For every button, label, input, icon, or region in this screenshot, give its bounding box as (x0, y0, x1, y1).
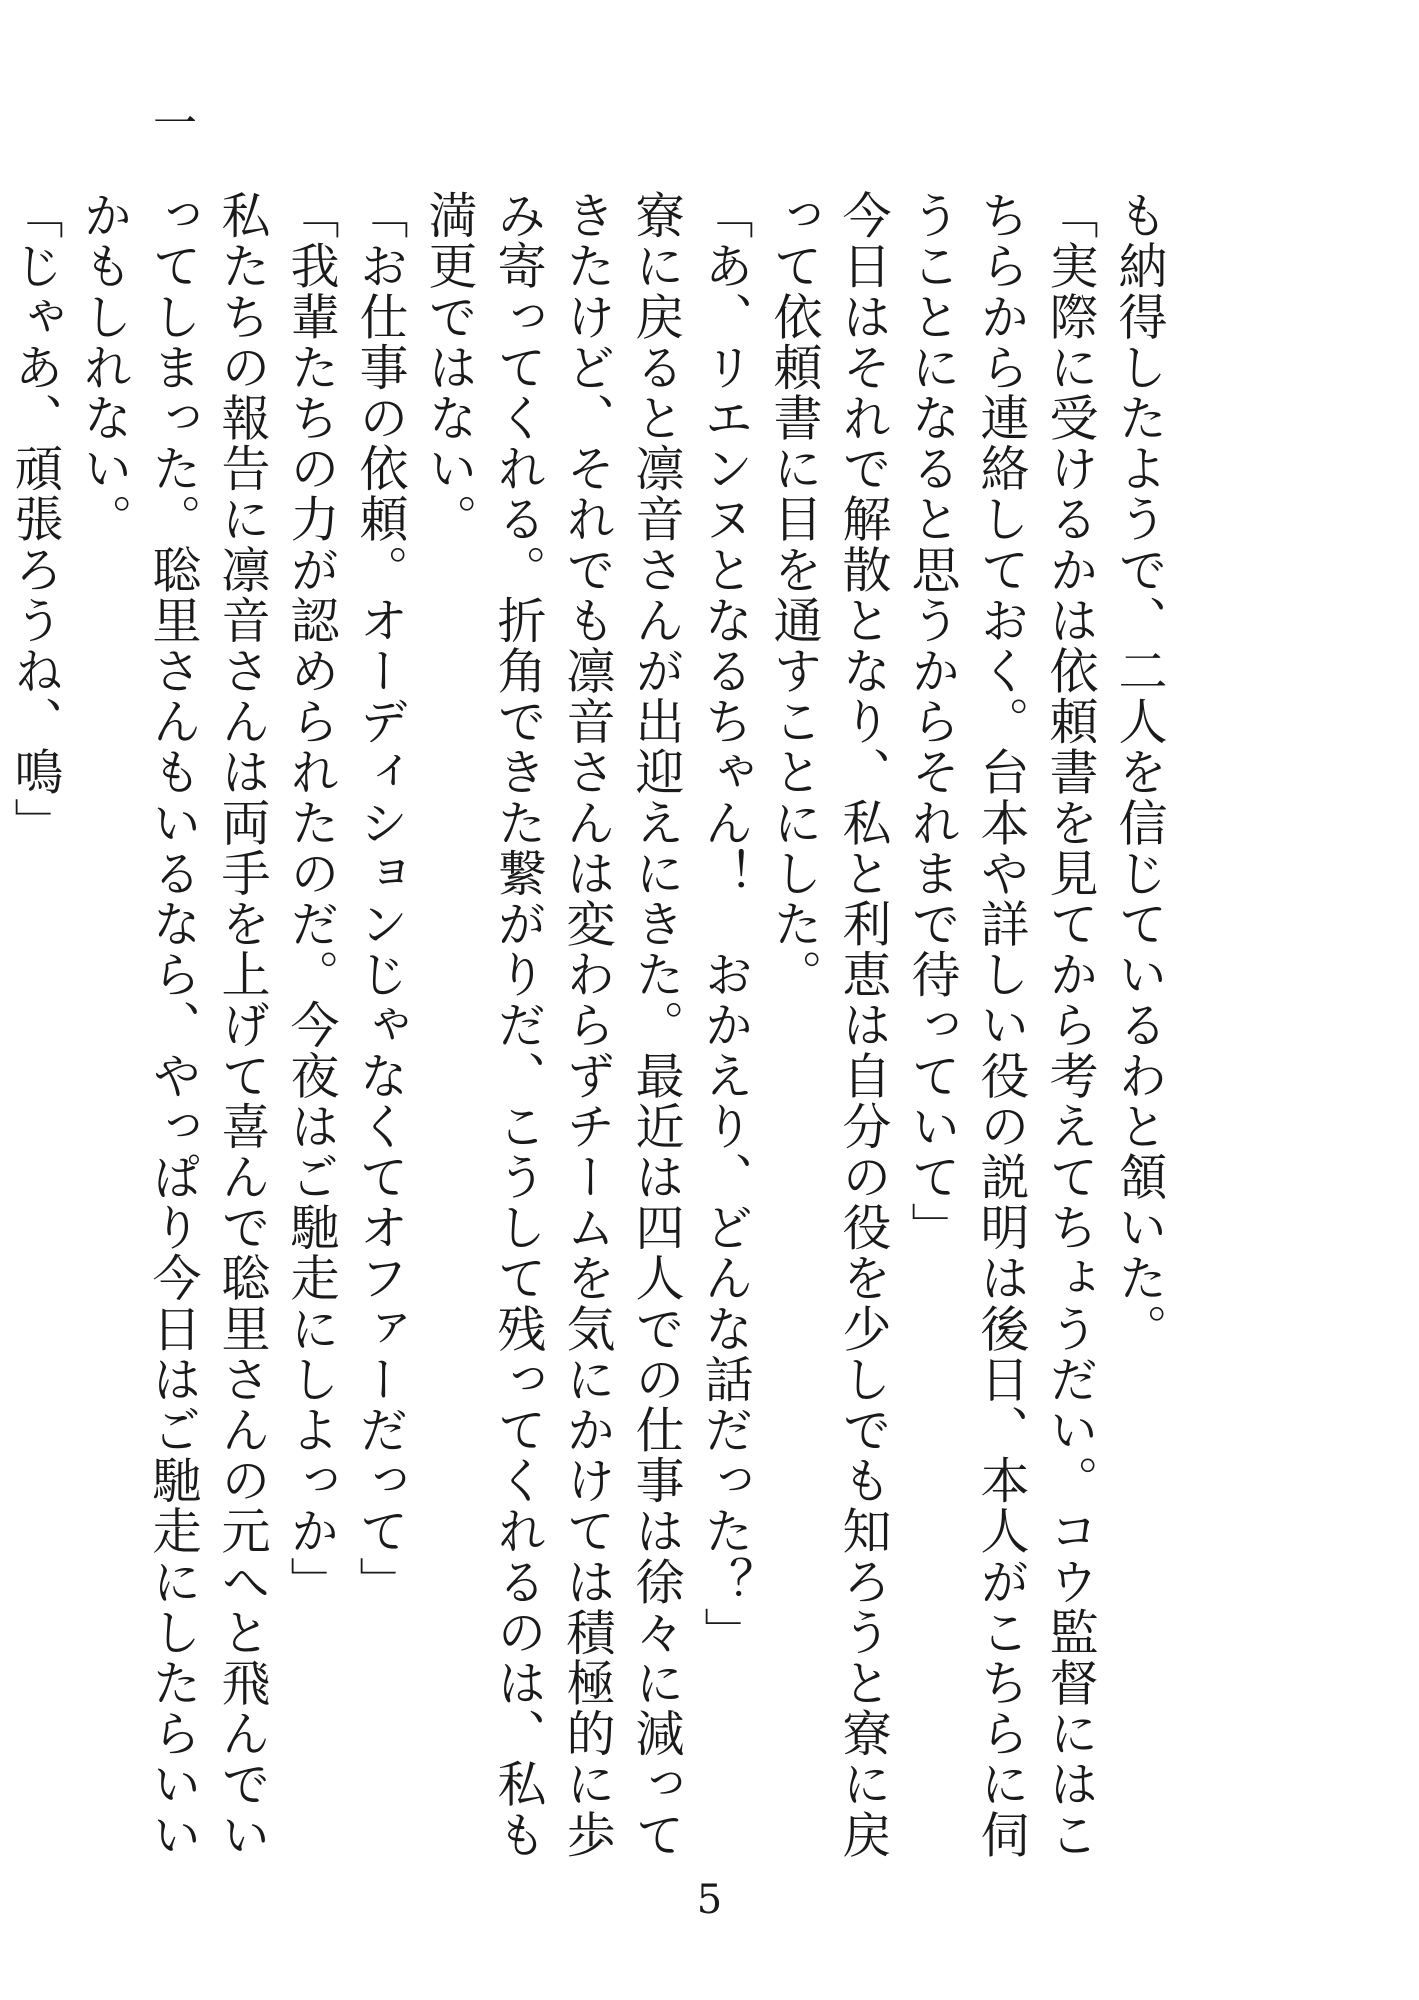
body-text (7, 190, 1174, 1910)
paragraph: 「お仕事の依頼。オーディションじゃなくてオファーだって」 (352, 190, 409, 1607)
paragraph: 「じゃあ、頑張ろうね、鳴」 (7, 190, 64, 848)
paragraph (0, 190, 1, 1910)
paragraph: 「実際に受けるかは依頼書を見てから考えてちょうだい。コウ監督にはこちらから連絡しておく。台本や詳しい役の説明は後日、本人がこちらに伺うことになると思うからそれまで待っていて」 (904, 190, 1099, 1860)
paragraph: 寮に戻ると凛音さんが出迎えにきた。最近は四人での仕事は徐々に減ってきたけど、それでも凛音さんは変わらずチームを気にかけては積極的に歩み寄ってくれる。折角できた繋がりだ、こうして残ってくれるのは、私も満更ではない。 (421, 190, 685, 1860)
paragraph: 私たちの報告に凛音さんは両手を上げて喜んで聡里さんの元へと飛んでいってしまった。聡里さんもいるなら、やっぱり今日はご馳走にしたらいいかもしれない。 (76, 190, 271, 1860)
paragraph: 「あ、リエンヌとなるちゃん！ おかえり、どんな話だった？」 (697, 190, 754, 1658)
paragraph: も納得したようで、二人を信じているわと頷いた。 (1111, 190, 1168, 1354)
page-number: 5 (696, 1877, 723, 1923)
paragraph: 「我輩たちの力が認められたのだ。今夜はご馳走にしよっか」 (283, 190, 340, 1607)
chapter-mark: 一 (145, 100, 196, 144)
paragraph: 今日はそれで解散となり、私と利恵は自分の役を少しでも知ろうと寮に戻って依頼書に目を通すことにした。 (766, 190, 892, 1860)
